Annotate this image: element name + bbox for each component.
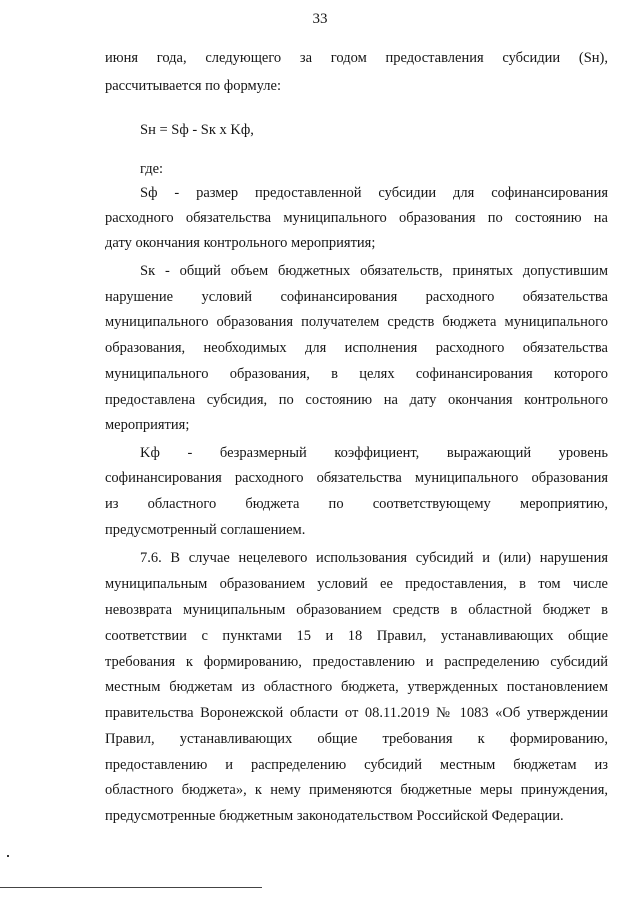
text-line: предусмотренный соглашением.: [105, 522, 306, 538]
text-line: июня года, следующего за годом предоставления субсидии (Sн),: [105, 50, 608, 66]
text-line: Sф - размер предоставленной субсидии для софинансирования: [140, 185, 608, 201]
text-line: образования, необходимых для исполнения расходного обязательства: [105, 340, 608, 356]
text-line: предоставлена субсидия, по состоянию на дату окончания контрольного: [105, 392, 608, 408]
text-line: рассчитывается по формуле:: [105, 78, 281, 94]
text-line: 7.6. В случае нецелевого использования субсидий и (или) нарушения: [140, 550, 608, 566]
text-line: Правил, устанавливающих общие требования к формированию,: [105, 731, 608, 747]
formula: Sн = Sф - Sк x Kф,: [140, 122, 254, 138]
text-line: местным бюджетам из областного бюджета, утвержденных постановлением: [105, 679, 608, 695]
text-line: Kф - безразмерный коэффициент, выражающий уровень: [140, 445, 608, 461]
text-line: невозврата муниципальным образованием средств в областной бюджет в: [105, 602, 608, 618]
scan-speck: [7, 855, 9, 857]
text-line: из областного бюджета по соответствующему мероприятию,: [105, 496, 608, 512]
footer-rule: [0, 887, 262, 888]
text-line: соответствии с пунктами 15 и 18 Правил, устанавливающих общие: [105, 628, 608, 644]
text-line: предоставлению и распределению субсидий местным бюджетам из: [105, 757, 608, 773]
text-line: расходного обязательства муниципального образования по состоянию на: [105, 210, 608, 226]
text-line: дату окончания контрольного мероприятия;: [105, 235, 376, 251]
text-line: нарушение условий софинансирования расходного обязательства: [105, 289, 608, 305]
text-line: областного бюджета», к нему применяются бюджетные меры принуждения,: [105, 782, 608, 798]
text-line: правительства Воронежской области от 08.11.2019 № 1083 «Об утверждении: [105, 705, 608, 721]
page-number: 33: [312, 11, 328, 27]
text-line: муниципальным образованием условий ее предоставления, в том числе: [105, 576, 608, 592]
text-line: софинансирования расходного обязательства муниципального образования: [105, 470, 608, 486]
text-line: где:: [140, 161, 164, 177]
text-line: муниципального образования получателем средств бюджета муниципального: [105, 314, 608, 330]
text-line: Sк - общий объем бюджетных обязательств, принятых допустившим: [140, 263, 608, 279]
text-line: мероприятия;: [105, 417, 190, 433]
text-line: предусмотренные бюджетным законодательством Российской Федерации.: [105, 808, 564, 824]
text-line: муниципального образования, в целях софинансирования которого: [105, 366, 608, 382]
text-line: требования к формированию, предоставлению и распределению субсидий: [105, 654, 608, 670]
